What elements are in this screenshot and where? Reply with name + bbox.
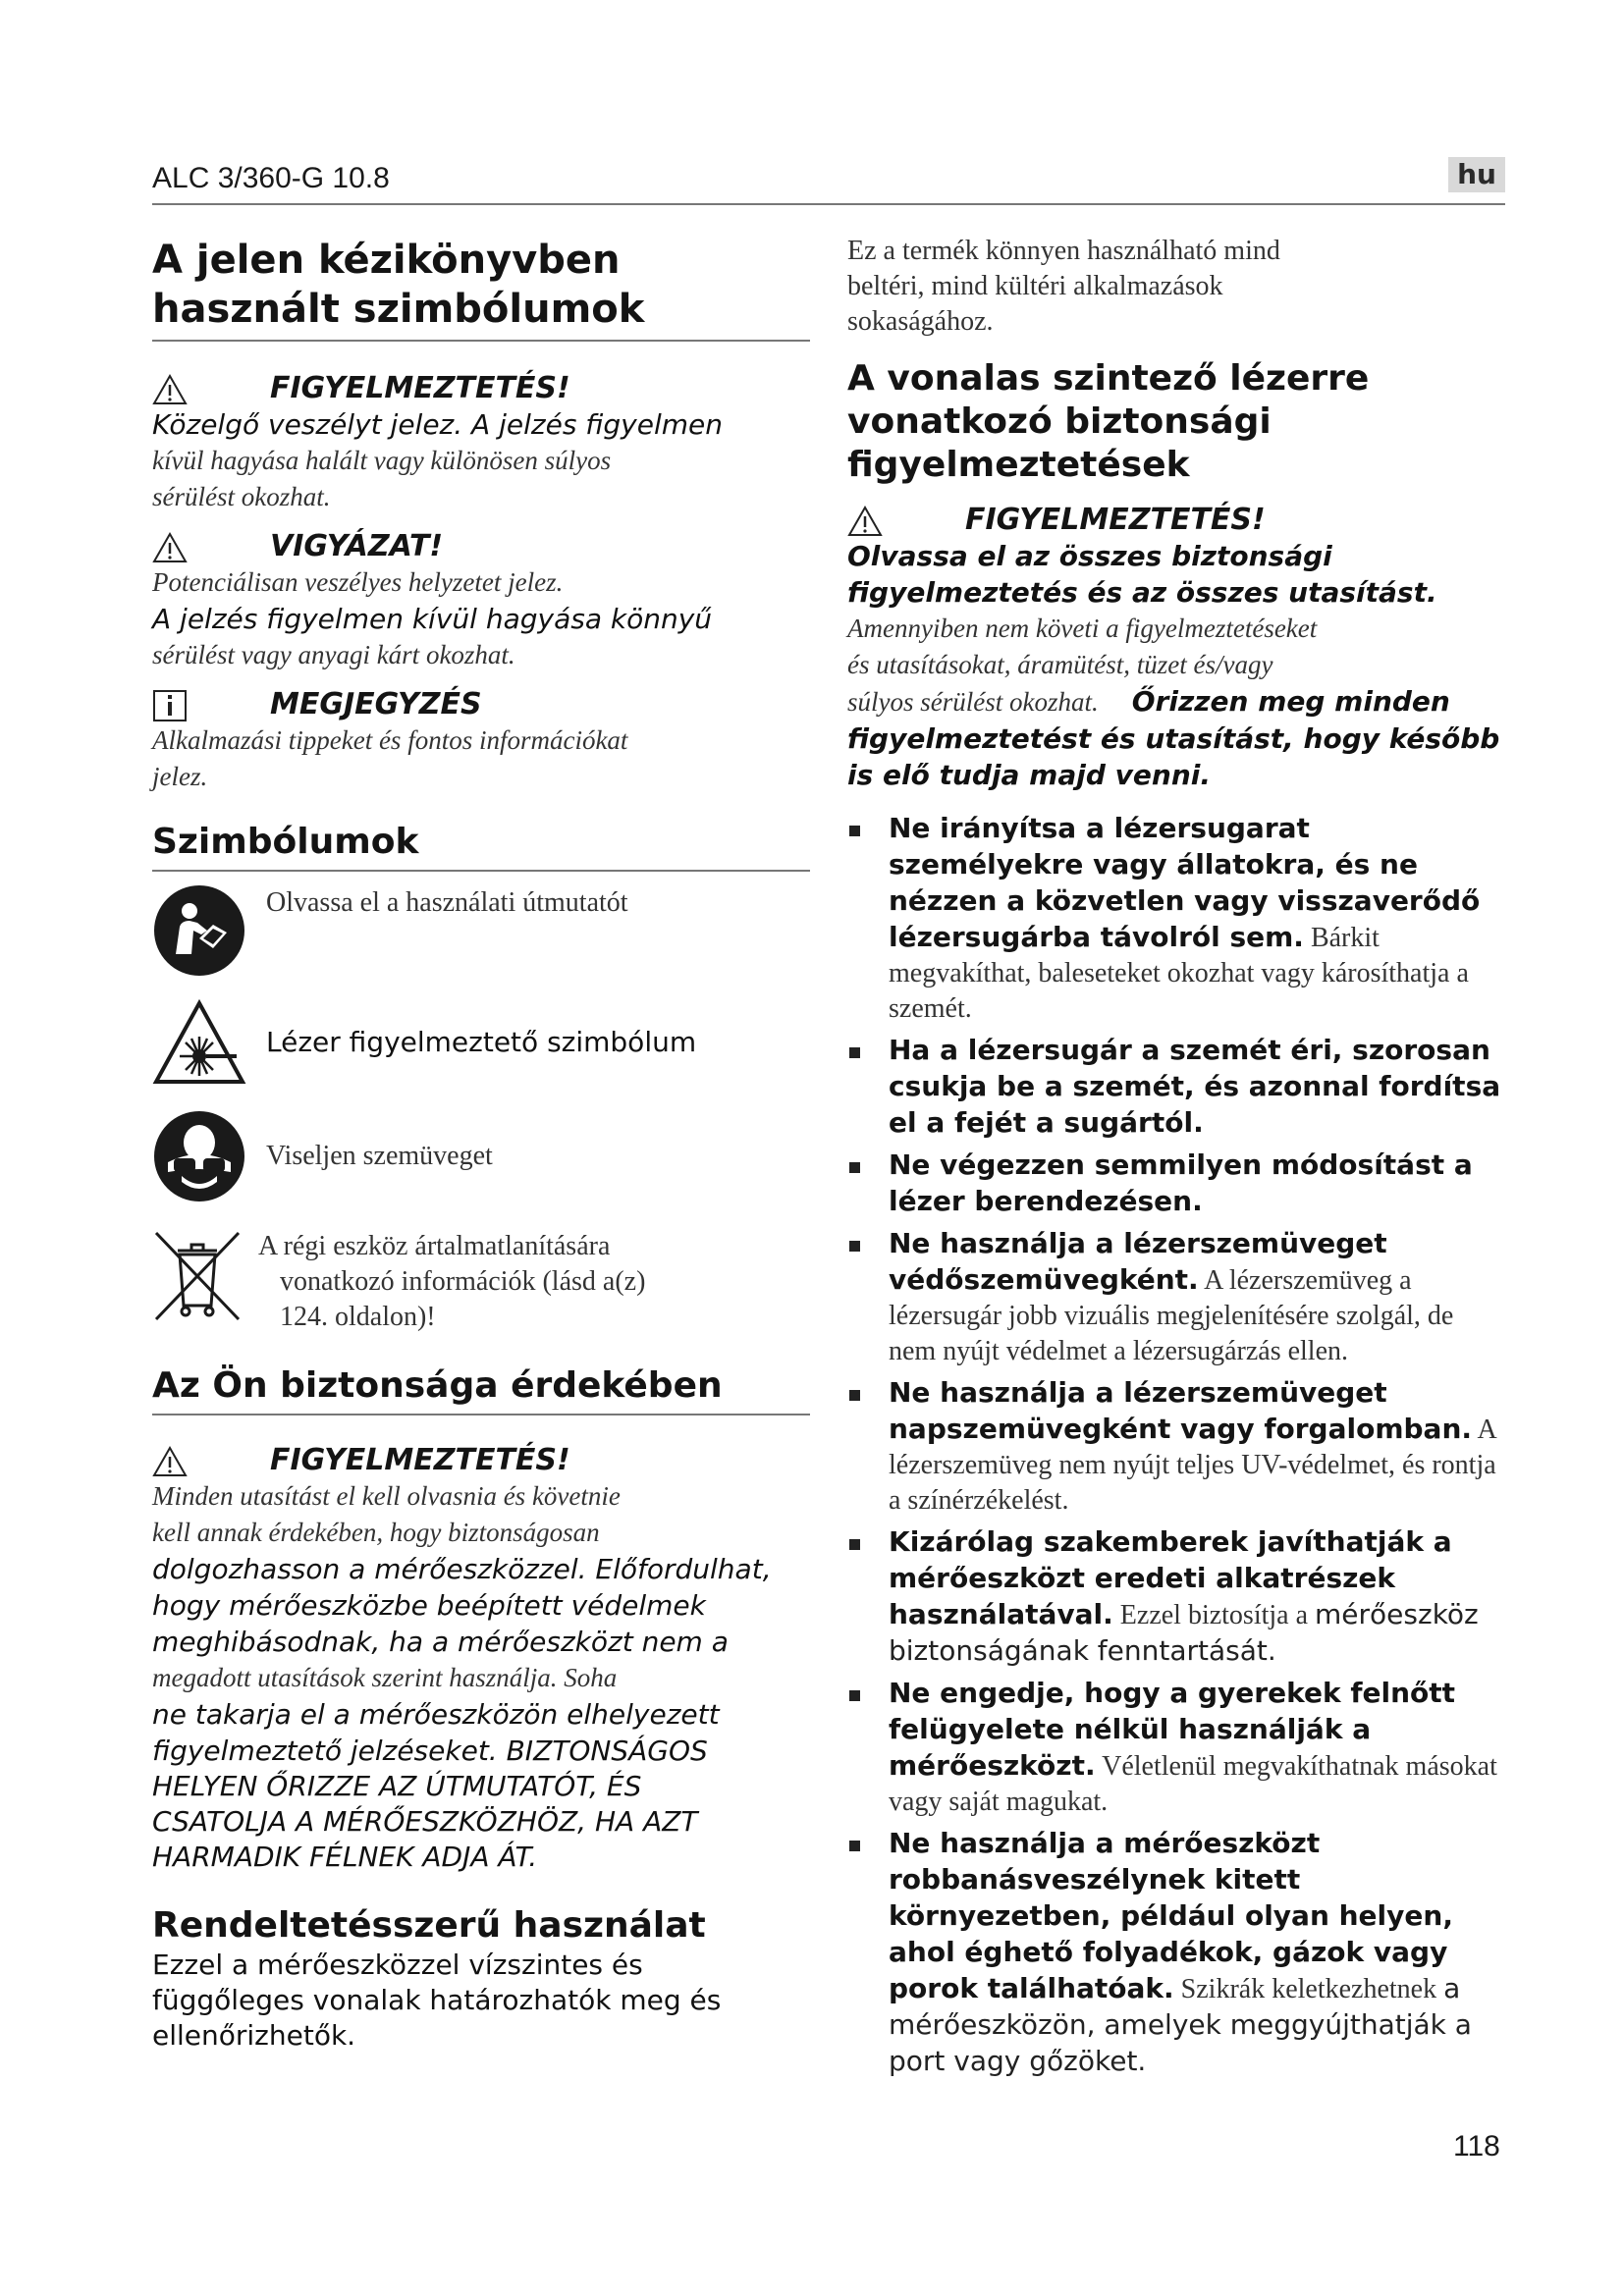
symbol-row <box>152 1229 810 1335</box>
warning-text: is elő tudja majd venni. <box>847 759 1211 791</box>
warning-text: HARMADIK FÉLNEK ADJA ÁT. <box>152 1841 538 1873</box>
section-divider <box>152 870 810 872</box>
symbol-row <box>152 999 810 1086</box>
caution-title: VIGYÁZAT! <box>270 529 444 563</box>
symbol-label: Viseljen szemüveget <box>266 1141 493 1171</box>
header-divider <box>152 203 1505 205</box>
intended-use-text: Ezzel a mérőeszközzel vízszintes és <box>152 1949 643 1981</box>
warning-text: ne takarja el a mérőeszközön elhelyezett <box>152 1698 720 1731</box>
symbol-label: Olvassa el a használati útmutatót <box>266 887 628 918</box>
read-manual-icon <box>152 883 246 978</box>
warning-text: súlyos sérülést okozhat. <box>847 687 1099 717</box>
symbols-manual-heading: A jelen kézikönyvben használt szimbólumok <box>152 238 645 332</box>
note-text: jelez. <box>152 762 208 791</box>
warning-triangle-icon <box>847 505 883 538</box>
note-text: Alkalmazási tippeket és fontos információkat <box>152 725 628 755</box>
list-item: Ne használja a mérőeszközt robbanásveszélynek kitett környezetben, például olyan helyen, ahol éghető folyadékok, gázok vagy porok találhatóak. Szikrák keletkezhetnek a mérőeszközön, amelyek meggyújthatják a port vagy gőzöket. <box>847 1826 1505 2080</box>
warning-text: Közelgő veszélyt jelez. A jelzés figyelmen <box>152 408 723 441</box>
intro-text: sokaságához. <box>847 306 994 337</box>
symbol-row <box>152 883 810 978</box>
list-item: Ne használja a lézerszemüveget védőszemüvegként. A lézerszemüveg a lézersugár jobb vizuális megjelenítésére szolgál, de nem nyújt védelmet a lézersugárzás ellen. <box>847 1226 1505 1369</box>
info-icon <box>152 689 188 722</box>
laser-warning-icon <box>152 999 246 1086</box>
warning-text: hogy mérőeszközbe beépített védelmek <box>152 1589 706 1622</box>
safety-warning-block <box>152 1443 810 1875</box>
intro-text: Ez a termék könnyen használható mind <box>847 236 1280 266</box>
safety-bullet-list <box>847 811 1505 2080</box>
header-model: ALC 3/360-G 10.8 <box>152 162 390 194</box>
warning-triangle-icon <box>152 373 188 406</box>
warning-text: Minden utasítást el kell olvasnia és követnie <box>152 1481 621 1511</box>
intro-text: beltéri, mind kültéri alkalmazások <box>847 271 1223 301</box>
warning-text: kívül hagyása halált vagy különösen súlyos <box>152 446 612 475</box>
symbol-label: A régi eszköz ártalmatlanítására <box>258 1231 611 1261</box>
language-badge: hu <box>1448 157 1505 192</box>
section-divider <box>152 1414 810 1415</box>
warning-block <box>152 371 810 515</box>
warning-text: meghibásodnak, ha a mérőeszközt nem a <box>152 1626 729 1658</box>
warning-title: FIGYELMEZTETÉS! <box>965 503 1266 537</box>
caution-block <box>152 529 810 673</box>
note-title: MEGJEGYZÉS <box>270 687 482 721</box>
list-item: Ne végezzen semmilyen módosítást a lézer berendezésen. <box>847 1148 1505 1220</box>
list-item: Kizárólag szakemberek javíthatják a mérőeszközt eredeti alkatrészek használatával. Ezzel biztosítja a mérőeszköz biztonságának fenntartását. <box>847 1524 1505 1670</box>
warning-triangle-icon <box>152 1445 188 1478</box>
caution-text: sérülést vagy anyagi kárt okozhat. <box>152 640 515 669</box>
laser-safety-heading: A vonalas szintező lézerre vonatkozó biztonsági figyelmeztetések <box>847 358 1370 485</box>
warning-text: kell annak érdekében, hogy biztonságosan <box>152 1518 600 1547</box>
note-block <box>152 687 810 795</box>
symbol-row <box>152 1109 810 1203</box>
warning-text: HELYEN ŐRIZZE AZ ÚTMUTATÓT, ÉS <box>152 1770 642 1802</box>
intended-use-text: ellenőrizhetők. <box>152 2019 356 2052</box>
page-number: 118 <box>1453 2130 1500 2163</box>
warning-text: sérülést okozhat. <box>152 482 331 511</box>
warning-text: Olvassa el az összes biztonsági <box>847 540 1332 572</box>
left-column <box>152 236 810 2054</box>
symbol-label: Lézer figyelmeztető szimbólum <box>266 1026 697 1058</box>
intended-use-text: függőleges vonalak határozhatók meg és <box>152 1984 722 2016</box>
list-item: Ha a lézersugár a szemét éri, szorosan csukja be a szemét, és azonnal fordítsa el a fejét a sugártól. <box>847 1033 1505 1142</box>
warning-text: Őrizzen meg minden <box>1131 685 1450 718</box>
symbol-label: 124. oldalon)! <box>280 1302 436 1332</box>
list-item: Ne irányítsa a lézersugarat személyekre vagy állatokra, és ne nézzen a közvetlen vagy visszaverődő lézersugárba távolról sem. Bárkit megvakíthat, baleseteket okozhat vagy károsíthatja a szemét. <box>847 811 1505 1027</box>
caution-text: A jelzés figyelmen kívül hagyása könnyű <box>152 603 713 635</box>
warning-text: CSATOLJA A MÉRŐESZKÖZHÖZ, HA AZT <box>152 1805 698 1838</box>
right-column <box>847 234 1505 2086</box>
list-item: Ne használja a lézerszemüveget napszemüvegként vagy forgalomban. A lézerszemüveg nem nyújt teljes UV-védelmet, és rontja a színérzékelést. <box>847 1375 1505 1519</box>
warning-title: FIGYELMEZTETÉS! <box>270 1443 570 1477</box>
warning-text: és utasításokat, áramütést, tüzet és/vagy <box>847 650 1273 679</box>
warning-text: Amennyiben nem követi a figyelmeztetéseket <box>847 614 1318 643</box>
symbol-label: vonatkozó információk (lásd a(z) <box>280 1266 646 1297</box>
caution-text: Potenciálisan veszélyes helyzetet jelez. <box>152 567 564 597</box>
warning-text: megadott utasítások szerint használja. Soha <box>152 1663 618 1692</box>
weee-label <box>258 1229 645 1335</box>
warning-text: figyelmeztető jelzéseket. BIZTONSÁGOS <box>152 1735 708 1767</box>
warning-text: figyelmeztetés és az összes utasítást. <box>847 576 1437 609</box>
caution-triangle-icon <box>152 531 188 564</box>
safety-heading: Az Ön biztonsága érdekében <box>152 1365 723 1406</box>
section-divider <box>152 340 810 342</box>
warning-text: figyelmeztetést és utasítást, hogy később <box>847 722 1500 755</box>
warning-text-line <box>847 683 1505 721</box>
list-item: Ne engedje, hogy a gyerekek felnőtt felügyelete nélkül használják a mérőeszközt. Véletlenül megvakíthatnak másokat vagy saját magukat. <box>847 1676 1505 1820</box>
warning-title: FIGYELMEZTETÉS! <box>270 371 570 405</box>
laser-warning-block <box>847 503 1505 793</box>
symbols-heading: Szimbólumok <box>152 822 419 862</box>
weee-bin-icon <box>152 1229 243 1323</box>
warning-text: dolgozhasson a mérőeszközzel. Előfordulhat, <box>152 1553 772 1585</box>
goggles-icon <box>152 1109 246 1203</box>
intended-use-heading: Rendeltetésszerű használat <box>152 1905 706 1946</box>
